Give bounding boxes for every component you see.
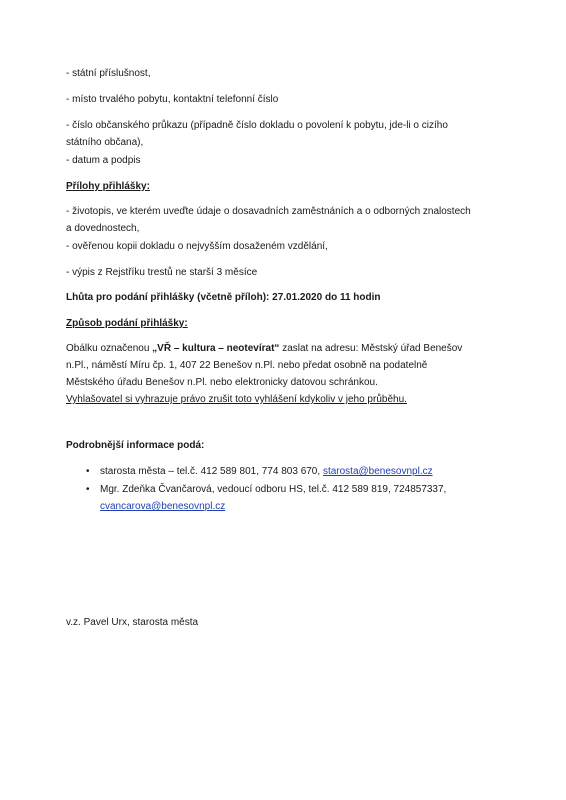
- submission-heading: Způsob podání přihlášky:: [66, 318, 188, 329]
- contact-cvancarova: [66, 481, 486, 515]
- item-date-signature: - datum a podpis: [66, 155, 141, 166]
- contact-cvancarova-email-link[interactable]: cvancarova@benesovnpl.cz: [100, 501, 226, 512]
- submission-text-pre: Obálku označenou: [66, 343, 153, 354]
- attachment-criminal-record: - výpis z Rejstříku trestů ne starší 3 měsíce: [66, 267, 258, 278]
- item-citizenship: - státní příslušnost,: [66, 68, 151, 79]
- bullet-icon: •: [86, 466, 90, 477]
- attachment-education: - ověřenou kopii dokladu o nejvyšším dosaženém vzdělání,: [66, 241, 328, 252]
- info-heading: Podrobnější informace podá:: [66, 440, 205, 451]
- signature: v.z. Pavel Urx, starosta města: [66, 617, 199, 628]
- submission-text: [66, 340, 466, 391]
- envelope-label: „VŘ – kultura – neotevírat“: [152, 343, 280, 354]
- bullet-icon: •: [86, 484, 90, 495]
- deadline: Lhůta pro podání přihlášky (včetně příloh): 27.01.2020 do 11 hodin: [66, 292, 381, 303]
- attachment-cv: - životopis, ve kterém uveďte údaje o dosavadních zaměstnáních a o odborných znalostech a dovednostech,: [66, 206, 471, 234]
- submission-text-post: zaslat na adresu: Městský úřad Benešov n.Pl., náměstí Míru čp. 1, 407 22 Benešov n.Pl. nebo předat osobně na podatelně Městského úřadu Benešov n.Pl. nebo elektronicky datovou schránkou.: [66, 343, 463, 388]
- contact-mayor: [66, 463, 486, 480]
- reservation-note: Vyhlašovatel si vyhrazuje právo zrušit toto vyhlášení kdykoliv v jeho průběhu.: [66, 394, 407, 405]
- item-residence-phone: - místo trvalého pobytu, kontaktní telefonní číslo: [66, 94, 279, 105]
- contact-mayor-text: starosta města – tel.č. 412 589 801, 774 803 670,: [100, 466, 323, 477]
- item-id-card: - číslo občanského průkazu (případně číslo dokladu o povolení k pobytu, jde-li o cizího státního občana),: [66, 120, 448, 148]
- contacts-list: [66, 463, 486, 516]
- attachments-heading: Přílohy přihlášky:: [66, 181, 150, 192]
- contact-cvancarova-text: Mgr. Zdeňka Čvančarová, vedoucí odboru HS, tel.č. 412 589 819, 724857337,: [100, 484, 447, 495]
- contact-mayor-email-link[interactable]: starosta@benesovnpl.cz: [322, 466, 433, 477]
